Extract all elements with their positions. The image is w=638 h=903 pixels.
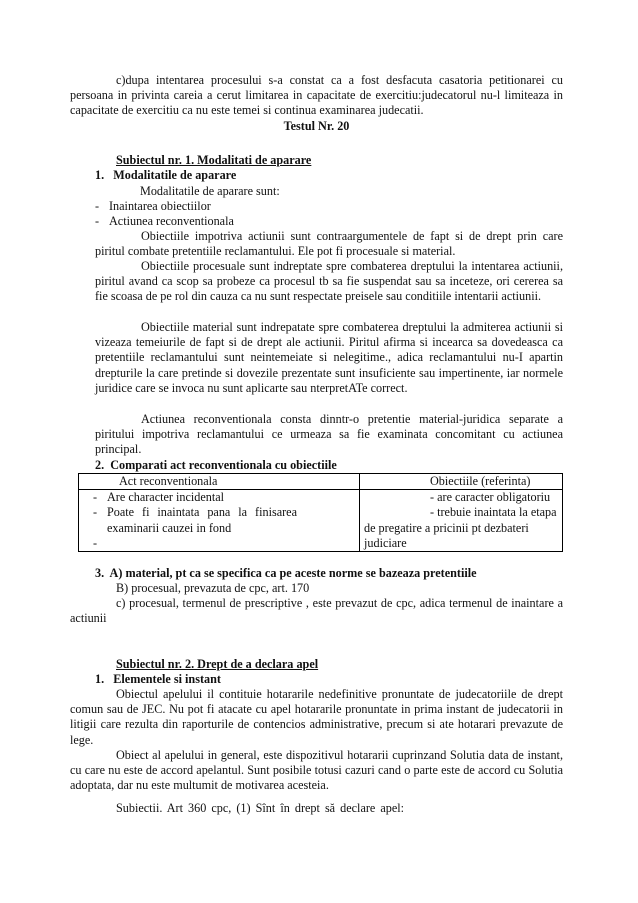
s2-subiectii: Subiectii. Art 360 cpc, (1) Sînt în drept să declare apel:: [116, 801, 405, 815]
s1-bullet-1: - Inaintarea obiectiilor: [95, 199, 211, 213]
s1-paragraph-procedural: Obiectiile procesuale sunt indreptate spre combaterea dreptului la intentarea actiunii, piritul avand ca scop sa probeze ca procesul tb sa fie suspendat sau sa inceteze, ori cererea sa fie scoasa de pe rol din cauza ca nu sunt respectate preisele sau conditiile intentarii actiunii.: [95, 259, 563, 304]
test-title: Testul Nr. 20: [283, 119, 350, 133]
s2-item-1: 1. Elementele si instant: [95, 672, 221, 686]
s2-paragraph-general: Obiect al apelului in general, este dispozitivul hotararii cuprinzand Solutia data de instant, cu care nu este de accord apelantul. Sunt posibile totusi cazuri cand o parte este de accord cu Solutia adoptata, dar nu este multumit de motivarea acesteia.: [70, 748, 563, 793]
list-item: - Poate fi inaintata pana la finisarea: [93, 505, 297, 520]
table-row: [79, 490, 563, 552]
intro-paragraph: c)dupa intentarea procesului s-a constat ca a fost desfacuta casatoria petitionarei cu persoana in privinta careia a cerut limitarea in capacitate de exercitiu:judecatorul nu-l limiteaza in capacitate de exercitiu ca nu este temei si continua examinarea judecatii.: [70, 73, 563, 118]
s1-paragraph-material: Obiectiile material sunt indrepatate spre combaterea dreptului la admiterea actiunii si vizeaza temeiurile de fapt si de drept ale actiunii. Piritul afirma si incearca sa dovedeasca ca pretentiile reclamantului sunt neintemeiate si nelegitime., adica reclamantului nu-I apartin drepturile la care pretinde si dovezile prezentate sunt insuficiente sau impertinente, iar normele juridice care se invoca nu sunt aplicarte sau nterpretATe correct.: [95, 320, 563, 395]
table-cell-left: [79, 490, 360, 552]
list-item: - trebuie inaintata la etapa de pregatire a pricinii pt dezbateri judiciare: [364, 505, 557, 550]
s1-item-1: 1. Modalitatile de aparare: [95, 168, 237, 182]
s1-item-3-c: c) procesual, termenul de prescriptive , este prevazut de cpc, adica termenul de inaintare a actiunii: [70, 596, 563, 626]
list-item: - are caracter obligatoriu: [430, 490, 551, 505]
s1-bullet-2: - Actiunea reconventionala: [95, 214, 234, 228]
comparison-table: [78, 473, 563, 552]
s1-item-3-b: B) procesual, prevazuta de cpc, art. 170: [116, 581, 310, 595]
subject-2-heading: Subiectul nr. 2. Drept de a declara apel: [116, 657, 319, 671]
table-header-right: Obiectiile (referinta): [360, 474, 563, 490]
s1-item-2: 2. Comparati act reconventionala cu obiectiile: [95, 458, 337, 472]
list-item: -: [93, 535, 98, 550]
table-header-left: Act reconventionala: [79, 474, 360, 490]
s1-paragraph-objections: Obiectiile impotriva actiunii sunt contraargumentele de fapt si de drept prin care piritul combate pretentiile reclamantului. Ele pot fi procesuale si material.: [95, 229, 563, 259]
subject-1-heading: Subiectul nr. 1. Modalitati de aparare: [116, 153, 312, 167]
list-item: - Are character incidental: [93, 490, 225, 505]
s2-paragraph-object: Obiectul apelului il contituie hotararile nedefinitive pronuntate de judecatoriile de drept comun sau de JEC. Nu pot fi atacate cu apel hotararile pronuntate in prima instant de judecatorii in litigii care rezulta din raporturile de contencios administrative, precum si ate hotarari prevazute de lege.: [70, 687, 563, 747]
list-item: examinarii cauzei in fond: [107, 520, 232, 535]
table-row: [79, 474, 563, 490]
table-cell-right: [360, 490, 563, 552]
s1-paragraph-counterclaim: Actiunea reconventionala consta dinntr-o pretentie material-juridica separate a piritului impotriva reclamantului ce urmeaza sa fie examinata concomitant cu actiunea principal.: [95, 412, 563, 457]
s1-intro-line: Modalitatile de aparare sunt:: [140, 184, 280, 198]
s1-item-3: 3. A) material, pt ca se specifica ca pe aceste norme se bazeaza pretentiile: [95, 566, 477, 580]
